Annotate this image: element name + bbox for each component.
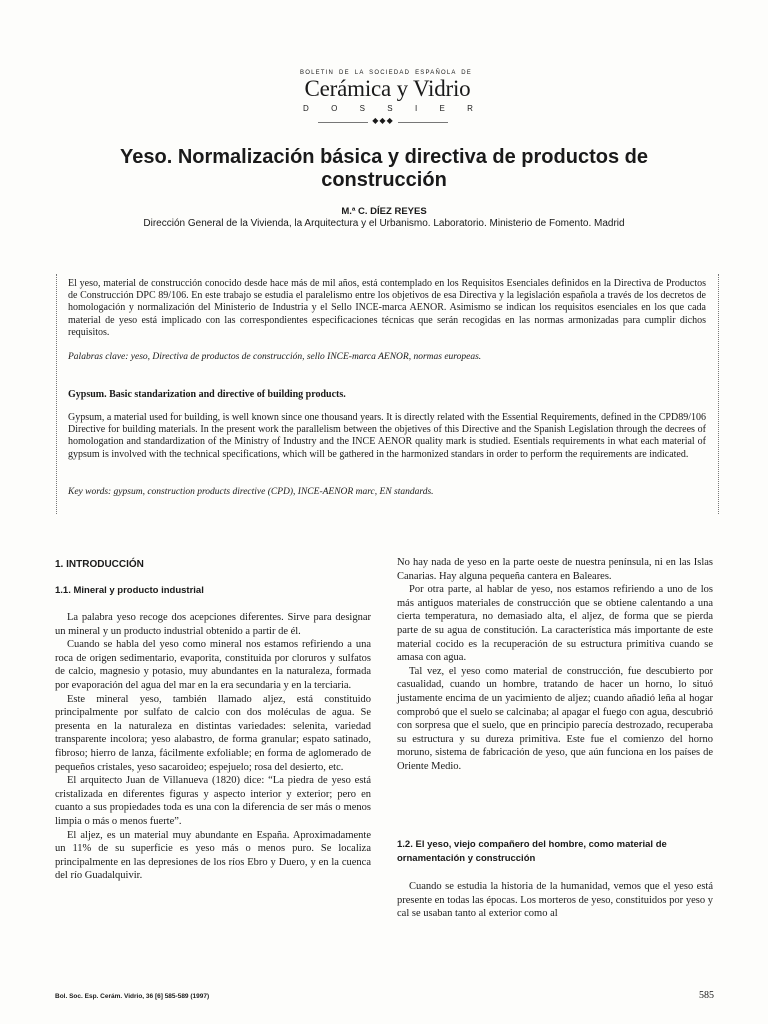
dossier-letter: S — [359, 104, 365, 113]
affiliation: Dirección General de la Vivienda, la Arquitectura y el Urbanismo. Laboratorio. Ministerio de Fomento. Madrid — [143, 218, 625, 229]
article-title: Yeso. Normalización básica y directiva de productos de construcción — [120, 146, 648, 191]
paragraph: La palabra yeso recoge dos acepciones diferentes. Sirve para designar un mineral y un producto industrial obtenido a partir de él. — [55, 612, 371, 637]
left-column — [55, 611, 371, 883]
right-column-continued — [397, 880, 713, 921]
keywords-spanish: Palabras clave: yeso, Directiva de productos de construcción, sello INCE-marca AENOR, normas europeas. — [68, 352, 482, 362]
paragraph: Cuando se habla del yeso como mineral nos estamos refiriendo a una roca de origen sedimentario, evaporita, constituida por cloruros y sulfatos de calcio, magnesio y potasio, muy abundantes en la naturaleza, formada por evaporación del agua del mar en la era secundaria y en la terciaria. — [55, 639, 371, 691]
dossier-letter: S — [387, 104, 393, 113]
diamond-ornament-icon: ◆◆◆ — [372, 116, 394, 125]
paragraph: Por otra parte, al hablar de yeso, nos estamos refiriendo a uno de los más antiguos materiales de construcción que se obtiene calentando a una cierta temperatura, no demasiado alta, el aljez, de forma que se pierda parte de su agua de constitución. La característica más importante de este material cocido es la recuperación de su estructura primitiva cuando se amasa con agua. — [397, 584, 713, 664]
subsection-heading: 1.2. El yeso, viejo compañero del hombre, como material de ornamentación y construcción — [397, 839, 667, 864]
paragraph: El aljez, es un material muy abundante en España. Aproximadamente un 11% de su superficie es yeso más o menos puro. Se localiza principalmente en las depresiones de los ríos Ebro y Duero, y en la cuenca del río Guadalquivir. — [55, 829, 371, 882]
journal-title: Cerámica y Vidrio — [304, 76, 471, 101]
ornament-rule-left — [318, 122, 368, 123]
paragraph: Tal vez, el yeso como material de construcción, fue descubierto por casualidad, cuando un hombre, tratando de hacer un horno, lo situó justamente encima de un yacimiento de aljez; cuando añadió leña al hogar comprobó que el suelo se calcinaba; al apagar el fuego con agua, descubrió con sorpresa que el suelo, que en principio parecía destrozado, recuperaba su estructura y su dureza primitiva. Este fue el comienzo del horno moruno, sistema de fabricación de yeso, que aún funciona en los países de Oriente Medio. — [397, 665, 713, 772]
ornament-rule-right — [398, 122, 448, 123]
masthead-ornament — [318, 117, 448, 127]
keywords-english: Key words: gypsum, construction products directive (CPD), INCE-AENOR marc, EN standards. — [68, 487, 434, 497]
dossier-letter: D — [303, 104, 309, 113]
dossier-letter: E — [439, 104, 445, 113]
author: M.ª C. DÍEZ REYES — [341, 206, 427, 217]
abstract-spanish: El yeso, material de construcción conocido desde hace más de mil años, está contemplado en los Requisitos Esenciales definidos en la Directiva de Productos de Construcción DPC 89/106. En este trabajo se estudia el paralelismo entre los objetivos de esa Directiva y la legislación española a través de los decretos de homologación y normalización del Ministerio de Industria y el Sello INCE-marca AENOR. Asimismo se indican los requisitos esenciales en los que cada material de yeso está implicado con las correspondientes especificaciones técnicas que serán recogidas en las normas armonizadas para cumplir dichos requisitos. — [68, 278, 706, 338]
paragraph: Cuando se estudia la historia de la humanidad, vemos que el yeso está presente en todas las épocas. Los morteros de yeso, constituidos por yeso y cal se usaban tanto al exterior como al — [397, 881, 713, 920]
subsection-heading: 1.1. Mineral y producto industrial — [55, 585, 204, 596]
paragraph: El arquitecto Juan de Villanueva (1820) dice: “La piedra de yeso está cristalizada en diferentes figuras y aspecto interior y exterior; pero en cuanto a sus propiedades toda es una con la diferencia de ser más o menos limpia o más o menos fuerte”. — [55, 775, 371, 827]
dossier-letter: O — [331, 104, 338, 113]
right-column — [397, 556, 713, 774]
abstract-english-title: Gypsum. Basic standarization and directive of building products. — [68, 389, 346, 400]
paragraph: No hay nada de yeso en la parte oeste de nuestra península, ni en las Islas Canarias. Hay alguna pequeña cantera en Baleares. — [397, 557, 713, 582]
page-number: 585 — [699, 990, 714, 1001]
dossier-letter: I — [414, 104, 418, 113]
paragraph: Este mineral yeso, también llamado aljez, está constituido principalmente por sulfato de calcio con dos moléculas de agua. Se presenta en la naturaleza en distintas variedades: selenita, variedad transparente incolora; yeso alabastro, de forma granular; espato satinado, fibroso; hierro de lanza, fácilmente exfoliable; en forma de aglomerado de pequeños cristales, yeso sacaroideo; espejuelo; rosa del desierto, etc. — [55, 693, 371, 773]
dossier-label — [303, 104, 473, 113]
section-heading: 1. INTRODUCCIÓN — [55, 559, 144, 570]
journal-subtitle: BOLETIN DE LA SOCIEDAD ESPAÑOLA DE — [300, 70, 472, 76]
abstract-english: Gypsum, a material used for building, is well known since one thousand years. It is directly related with the Essential Requirements, defined in the CPD89/106 Directive for building materials. In the present work the parallelism between the objetives of this Directive and the Spanish Legislation through the decrees of homologation and standardization of the Ministry of Industry and the INCE AENOR quality mark is studied. Esentials requirements in what each material of gypsum is involved with the technical specifications, which will be gathered in the harmonized standars in order to perform the requirements are indicated. — [68, 412, 706, 460]
dossier-letter: R — [467, 104, 473, 113]
citation: Bol. Soc. Esp. Cerám. Vidrio, 36 [6] 585-589 (1997) — [55, 993, 210, 1000]
